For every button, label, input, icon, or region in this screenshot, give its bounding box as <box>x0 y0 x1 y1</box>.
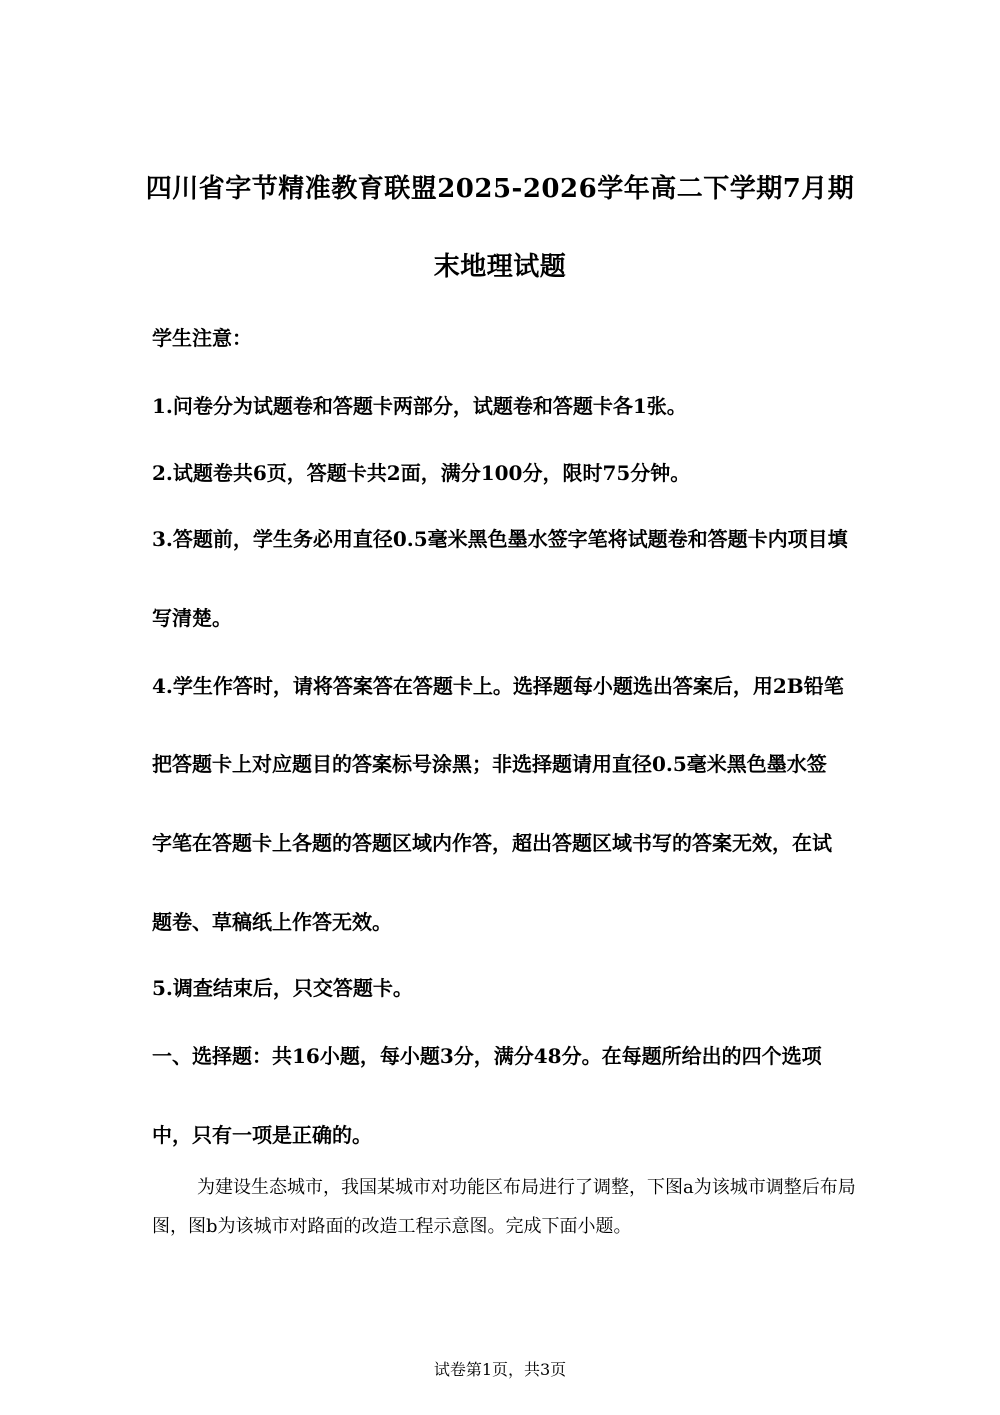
page-footer: 试卷第1页，共3页 <box>433 1360 567 1379</box>
section-heading-line-1: 一、选择题：共16小题，每小题3分，满分48分。在每题所给出的四个选项 <box>152 1044 822 1068</box>
exam-title-line-1: 四川省字节精准教育联盟2025-2026学年高二下学期7月期 <box>145 174 855 204</box>
notice-heading: 学生注意： <box>152 326 252 350</box>
section-heading-line-2: 中，只有一项是正确的。 <box>152 1123 372 1147</box>
notice-line-5: 5.调查结束后，只交答题卡。 <box>152 976 413 1000</box>
notice-line-3-cont: 写清楚。 <box>152 606 232 630</box>
exam-title-line-2: 末地理试题 <box>433 252 567 282</box>
passage-line-2: 图，图b为该城市对路面的改造工程示意图。完成下面小题。 <box>152 1216 632 1237</box>
notice-line-4-cont-a: 把答题卡上对应题目的答案标号涂黑；非选择题请用直径0.5毫米黑色墨水签 <box>152 752 827 776</box>
notice-line-4: 4.学生作答时，请将答案答在答题卡上。选择题每小题选出答案后，用2B铅笔 <box>152 674 844 698</box>
passage-line-1: 为建设生态城市，我国某城市对功能区布局进行了调整，下图a为该城市调整后布局 <box>197 1177 856 1198</box>
notice-line-1: 1.问卷分为试题卷和答题卡两部分，试题卷和答题卡各1张。 <box>152 394 687 418</box>
notice-line-4-cont-c: 题卷、草稿纸上作答无效。 <box>152 910 392 934</box>
notice-line-2: 2.试题卷共6页，答题卡共2面，满分100分，限时75分钟。 <box>152 461 691 485</box>
notice-line-4-cont-b: 字笔在答题卡上各题的答题区域内作答，超出答题区域书写的答案无效，在试 <box>152 831 832 855</box>
notice-line-3: 3.答题前，学生务必用直径0.5毫米黑色墨水签字笔将试题卷和答题卡内项目填 <box>152 527 848 551</box>
